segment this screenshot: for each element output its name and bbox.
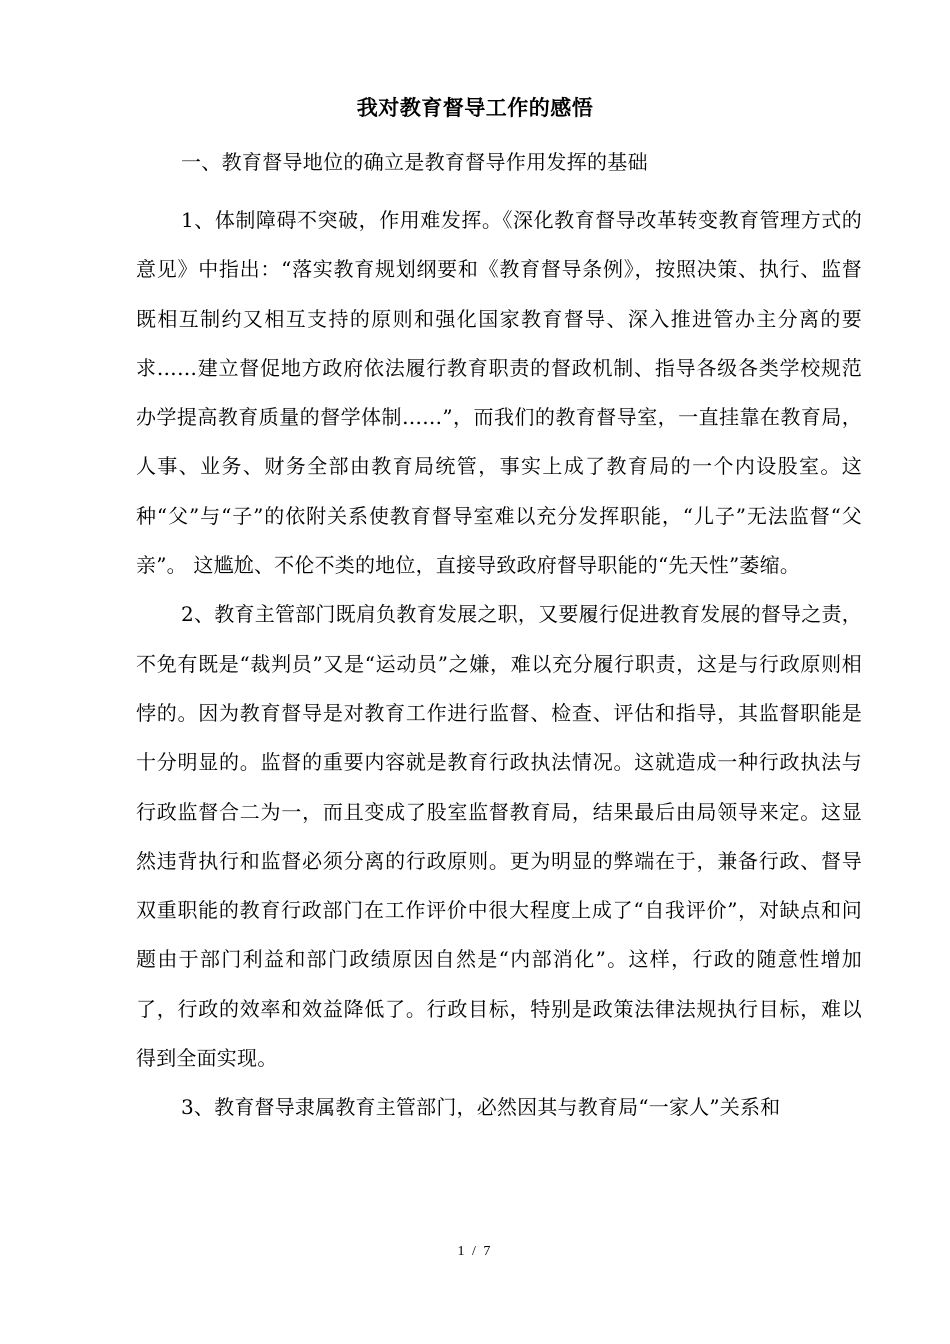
- page-number: 1 / 7: [457, 1244, 493, 1259]
- document-body: [136, 196, 862, 1133]
- paragraph-2: 2、教育主管部门既肩负教育发展之职，又要履行促进教育发展的督导之责，不免有既是“裁判员”又是“运动员”之嫌，难以充分履行职责，这是与行政原则相悖的。因为教育督导是对教育工作进行监督、检查、评估和指导，其监督职能是十分明显的。监督的重要内容就是教育行政执法情况。这就造成一种行政执法与行政监督合二为一，而且变成了股室监督教育局，结果最后由局领导来定。这显然违背执行和监督必须分离的行政原则。更为明显的弊端在于，兼备行政、督导双重职能的教育行政部门在工作评价中很大程度上成了“自我评价”，对缺点和问题由于部门利益和部门政绩原因自然是“内部消化”。这样，行政的随意性增加了，行政的效率和效益降低了。行政目标，特别是政策法律法规执行目标，难以得到全面实现。: [136, 602, 862, 1071]
- document-title: 我对教育督导工作的感悟: [356, 95, 594, 120]
- paragraph-3: 3、教育督导隶属教育主管部门，必然因其与教育局“一家人”关系和: [181, 1095, 781, 1120]
- paragraph-1: 1、体制障碍不突破，作用难发挥。《深化教育督导改革转变教育管理方式的意见》中指出：“落实教育规划纲要和《教育督导条例》，按照决策、执行、监督既相互制约又相互支持的原则和强化国家教育督导、深入推进管办主分离的要求……建立督促地方政府依法履行教育职责的督政机制、指导各级各类学校规范办学提高教育质量的督学体制……”，而我们的教育督导室，一直挂靠在教育局，人事、业务、财务全部由教育局统管，事实上成了教育局的一个内设股室。这种“父”与“子”的依附关系使教育督导室难以充分发挥职能，“儿子”无法监督“父亲”。 这尴尬、不伦不类的地位，直接导致政府督导职能的“先天性”萎缩。: [136, 208, 862, 578]
- section-heading: 一、教育督导地位的确立是教育督导作用发挥的基础: [181, 150, 648, 174]
